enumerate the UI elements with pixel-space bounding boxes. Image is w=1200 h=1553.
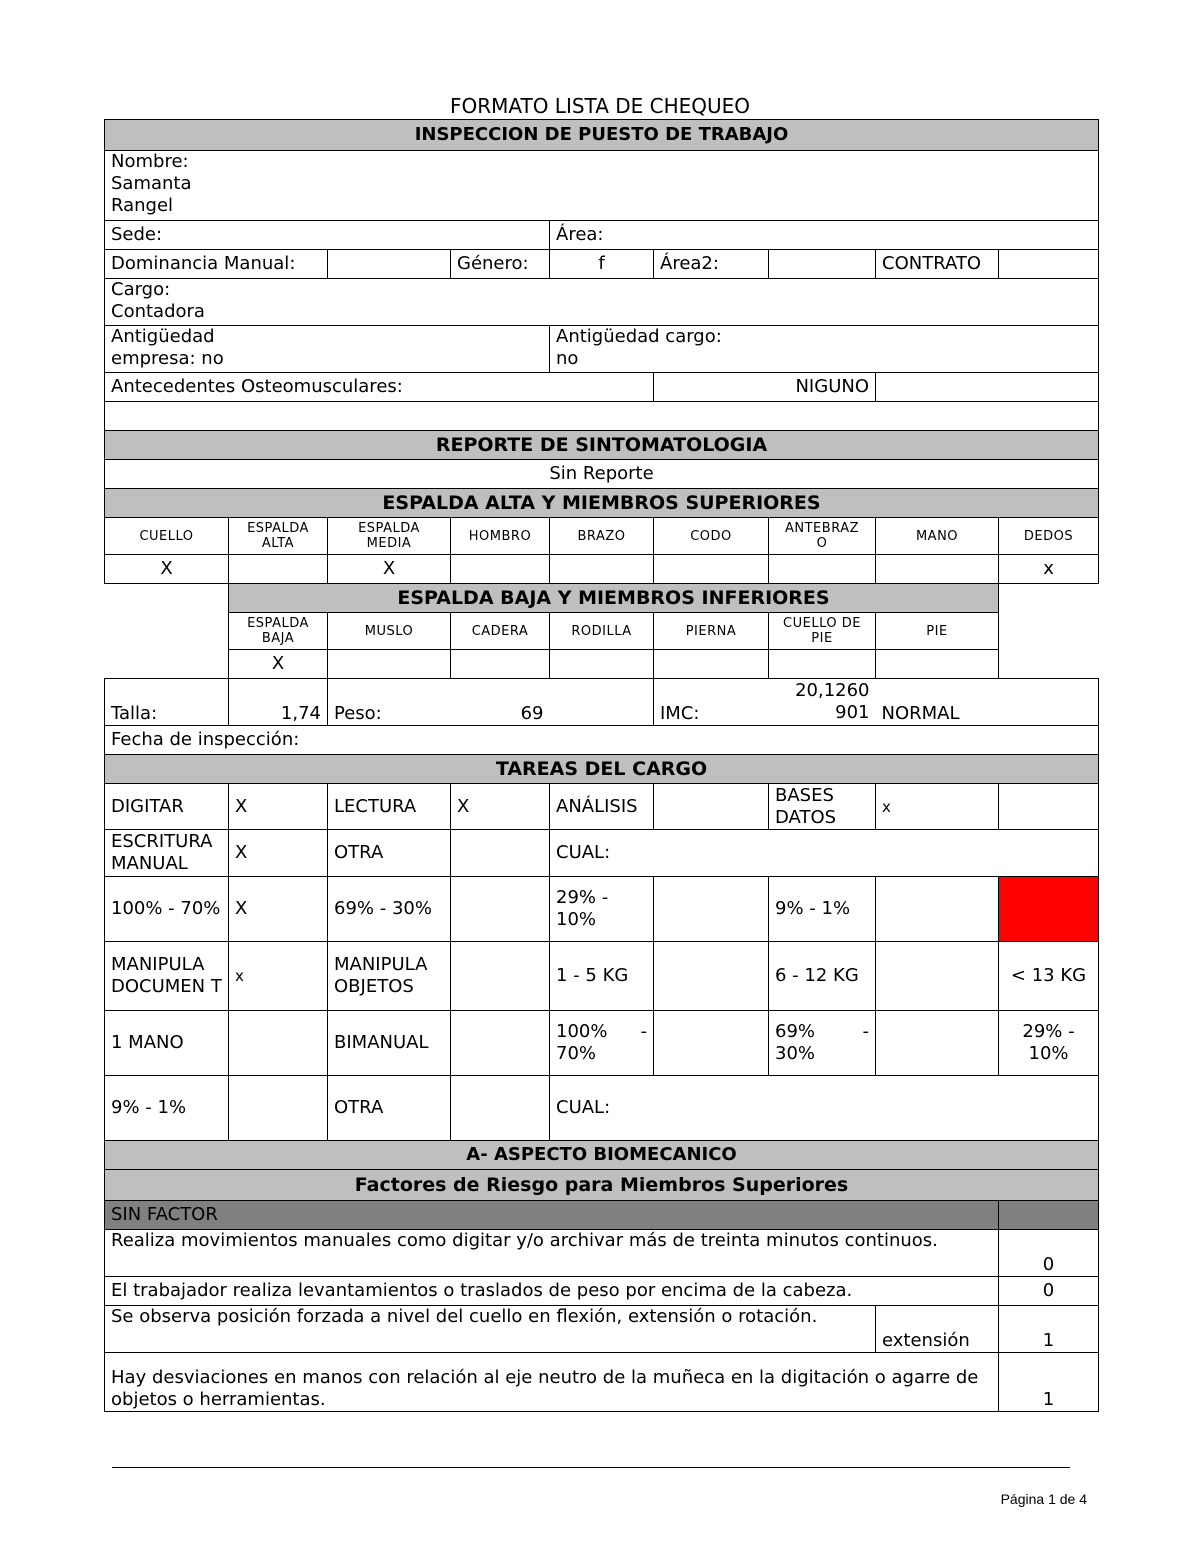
antiguedad-empresa-label: Antigüedad <box>111 326 215 347</box>
col-cuello: CUELLO <box>105 518 229 555</box>
antiguedad-cargo-value: no <box>556 348 579 369</box>
mark-espalda-media: X <box>328 555 451 584</box>
escritura-label: ESCRITURA MANUAL <box>105 830 229 877</box>
question-2-value: 0 <box>999 1277 1099 1306</box>
cual2-label: CUAL: <box>550 1076 1099 1141</box>
pct-9-1-mark <box>876 877 999 942</box>
col-pierna: PIERNA <box>654 613 769 650</box>
mark-rodilla <box>550 650 654 679</box>
bi-69-30-mark <box>876 1011 999 1076</box>
question-3: Se observa posición forzada a nivel del cuello en flexión, extensión o rotación. <box>105 1306 876 1353</box>
otra-label: OTRA <box>328 830 451 877</box>
mark-cadera <box>451 650 550 679</box>
mark-muslo <box>328 650 451 679</box>
inspeccion-header: INSPECCION DE PUESTO DE TRABAJO <box>105 120 1099 151</box>
area-label: Área: <box>550 221 1099 250</box>
mark-pie <box>876 650 999 679</box>
document-title: FORMATO LISTA DE CHEQUEO <box>449 94 751 118</box>
question-4-value: 1 <box>999 1353 1099 1412</box>
footer-divider <box>112 1467 1070 1468</box>
blank <box>105 584 229 613</box>
area2-value <box>769 250 876 279</box>
lectura-label: LECTURA <box>328 784 451 830</box>
imc-label: IMC: <box>654 679 769 726</box>
bi-29-10: 29% - 10% <box>999 1011 1099 1076</box>
imc-status: NORMAL <box>876 679 1099 726</box>
col-espalda-alta: ESPALDA ALTA <box>229 518 328 555</box>
blank <box>999 650 1099 679</box>
pct-29-10-mark <box>654 877 769 942</box>
nombre-cell <box>105 151 1099 221</box>
nombre-value-1: Samanta <box>111 173 192 194</box>
mark-cuello-pie <box>769 650 876 679</box>
otra2-label: OTRA <box>328 1076 451 1141</box>
una-mano-mark <box>229 1011 328 1076</box>
bi-9-1-mark <box>229 1076 328 1141</box>
col-codo: CODO <box>654 518 769 555</box>
mark-pierna <box>654 650 769 679</box>
col-muslo: MUSLO <box>328 613 451 650</box>
mark-antebrazo <box>769 555 876 584</box>
sintomatologia-header: REPORTE DE SINTOMATOLOGIA <box>105 431 1099 460</box>
col-pie: PIE <box>876 613 999 650</box>
digitar-label: DIGITAR <box>105 784 229 830</box>
tareas-empty <box>999 784 1099 830</box>
sin-factor-value <box>999 1201 1099 1230</box>
otra-mark <box>451 830 550 877</box>
bimanual: BIMANUAL <box>328 1011 451 1076</box>
escritura-mark: X <box>229 830 328 877</box>
bi-69-30: 69% - 30% <box>769 1011 876 1076</box>
antiguedad-cargo-label: Antigüedad cargo: <box>556 326 722 347</box>
sin-factor-label: SIN FACTOR <box>105 1201 999 1230</box>
dominancia-value <box>328 250 451 279</box>
genero-value: f <box>550 250 654 279</box>
antecedentes-label: Antecedentes Osteomusculares: <box>105 373 654 402</box>
mark-espalda-alta <box>229 555 328 584</box>
bases-datos-mark: x <box>876 784 999 830</box>
fecha-inspeccion-label: Fecha de inspección: <box>105 726 1099 755</box>
question-4: Hay desviaciones en manos con relación al eje neutro de la muñeca en la digitación o agarre de objetos o herramientas. <box>105 1353 999 1412</box>
kg-13: < 13 KG <box>999 942 1099 1011</box>
col-cuello-pie: CUELLO DE PIE <box>769 613 876 650</box>
page-number: Página 1 de 4 <box>1000 1491 1087 1507</box>
mark-codo <box>654 555 769 584</box>
question-1: Realiza movimientos manuales como digitar y/o archivar más de treinta minutos continuos. <box>105 1230 999 1277</box>
antiguedad-empresa <box>105 326 550 373</box>
bi-100-70: 100% - 70% <box>550 1011 654 1076</box>
kg-1-5-mark <box>654 942 769 1011</box>
col-antebrazo: ANTEBRAZ O <box>769 518 876 555</box>
imc-value-2: 901 <box>835 702 870 723</box>
peso-spacer <box>550 679 654 726</box>
tareas-header: TAREAS DEL CARGO <box>105 755 1099 784</box>
blank <box>105 650 229 679</box>
col-brazo: BRAZO <box>550 518 654 555</box>
analisis-label: ANÁLISIS <box>550 784 654 830</box>
cargo-value: Contadora <box>111 301 205 322</box>
genero-label: Género: <box>451 250 550 279</box>
col-espalda-baja: ESPALDA BAJA <box>229 613 328 650</box>
talla-label: Talla: <box>105 679 229 726</box>
manipula-objetos: MANIPULA OBJETOS <box>328 942 451 1011</box>
dominancia-label: Dominancia Manual: <box>105 250 328 279</box>
antiguedad-empresa-value: empresa: no <box>111 348 224 369</box>
col-cadera: CADERA <box>451 613 550 650</box>
mark-mano <box>876 555 999 584</box>
kg-1-5: 1 - 5 KG <box>550 942 654 1011</box>
kg-6-12: 6 - 12 KG <box>769 942 876 1011</box>
talla-value: 1,74 <box>229 679 328 726</box>
manipula-documentos-mark: x <box>229 942 328 1011</box>
manipula-objetos-mark <box>451 942 550 1011</box>
pct-69-30: 69% - 30% <box>328 877 451 942</box>
una-mano: 1 MANO <box>105 1011 229 1076</box>
nombre-label: Nombre: <box>111 151 189 172</box>
sede-label: Sede: <box>105 221 550 250</box>
otra2-mark <box>451 1076 550 1141</box>
empty-row <box>105 402 1099 431</box>
nombre-value-2: Rangel <box>111 195 174 216</box>
mark-hombro <box>451 555 550 584</box>
kg-6-12-mark <box>876 942 999 1011</box>
mark-espalda-baja: X <box>229 650 328 679</box>
mark-cuello: X <box>105 555 229 584</box>
col-hombro: HOMBRO <box>451 518 550 555</box>
col-dedos: DEDOS <box>999 518 1099 555</box>
mark-brazo <box>550 555 654 584</box>
manipula-documentos: MANIPULA DOCUMEN T <box>105 942 229 1011</box>
question-3-value: 1 <box>999 1306 1099 1353</box>
pct-100-70: 100% - 70% <box>105 877 229 942</box>
pct-29-10: 29% - 10% <box>550 877 654 942</box>
area2-label: Área2: <box>654 250 769 279</box>
col-rodilla: RODILLA <box>550 613 654 650</box>
bases-datos-label: BASES DATOS <box>769 784 876 830</box>
inspection-form <box>104 119 1099 1412</box>
blank <box>105 613 229 650</box>
contrato-label: CONTRATO <box>876 250 999 279</box>
pct-69-30-mark <box>451 877 550 942</box>
question-1-value: 0 <box>999 1230 1099 1277</box>
contrato-value <box>999 250 1099 279</box>
peso-label: Peso: <box>328 679 451 726</box>
lectura-mark: X <box>451 784 550 830</box>
inferiores-header: ESPALDA BAJA Y MIEMBROS INFERIORES <box>229 584 999 613</box>
biomecanico-header: A- ASPECTO BIOMECANICO <box>105 1141 1099 1170</box>
pct-9-1: 9% - 1% <box>769 877 876 942</box>
imc-value <box>769 679 876 726</box>
peso-value: 69 <box>451 679 550 726</box>
cargo-label: Cargo: <box>111 279 171 300</box>
blank <box>999 613 1099 650</box>
red-highlight-cell <box>999 877 1099 942</box>
bi-9-1: 9% - 1% <box>105 1076 229 1141</box>
antecedentes-value: NIGUNO <box>654 373 876 402</box>
sintomatologia-value: Sin Reporte <box>105 460 1099 489</box>
antiguedad-cargo <box>550 326 1099 373</box>
cual-label: CUAL: <box>550 830 1099 877</box>
superiores-header: ESPALDA ALTA Y MIEMBROS SUPERIORES <box>105 489 1099 518</box>
cargo-cell <box>105 279 1099 326</box>
col-espalda-media: ESPALDA MEDIA <box>328 518 451 555</box>
bi-100-70-mark <box>654 1011 769 1076</box>
question-3-extra: extensión <box>876 1306 999 1353</box>
imc-value-1: 20,1260 <box>795 680 870 701</box>
bimanual-mark <box>451 1011 550 1076</box>
question-2: El trabajador realiza levantamientos o traslados de peso por encima de la cabeza. <box>105 1277 999 1306</box>
analisis-mark <box>654 784 769 830</box>
digitar-mark: X <box>229 784 328 830</box>
mark-dedos: x <box>999 555 1099 584</box>
pct-100-70-mark: X <box>229 877 328 942</box>
biomecanico-subheader: Factores de Riesgo para Miembros Superiores <box>105 1170 1099 1201</box>
antecedentes-spacer <box>876 373 1099 402</box>
blank <box>999 584 1099 613</box>
col-mano: MANO <box>876 518 999 555</box>
